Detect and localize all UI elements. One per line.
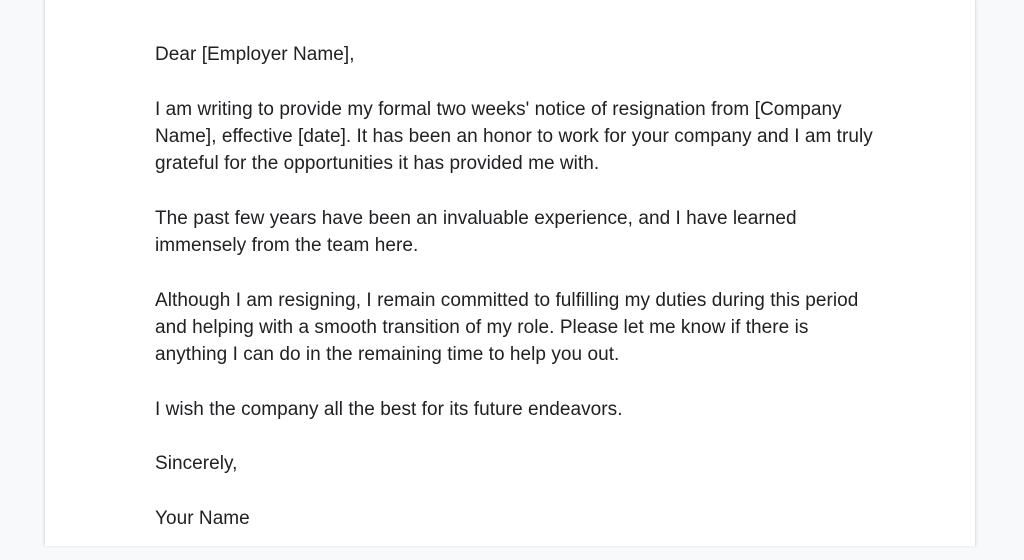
letter-paragraph: Although I am resigning, I remain committed to fulfilling my duties during this period and helping with a smooth transition of my role. Please let me know if there is anything I can do in the remaining time to help you out. [155,289,859,366]
letter-paragraph: I am writing to provide my formal two weeks' notice of resignation from [Company Name], effective [date]. It has been an honor to work for your company and I am truly grateful for the opportunities it has provided me with. [155,98,873,175]
letter-body[interactable] [155,41,885,560]
letter-paragraph: The past few years have been an invaluable experience, and I have learned immensely from the team here. [155,207,797,257]
closing: Sincerely, [155,453,238,475]
signature: Your Name [155,508,250,530]
letter-paragraph: I wish the company all the best for its future endeavors. [155,398,623,420]
salutation: Dear [Employer Name], [155,44,355,65]
document-page[interactable] [44,0,976,546]
